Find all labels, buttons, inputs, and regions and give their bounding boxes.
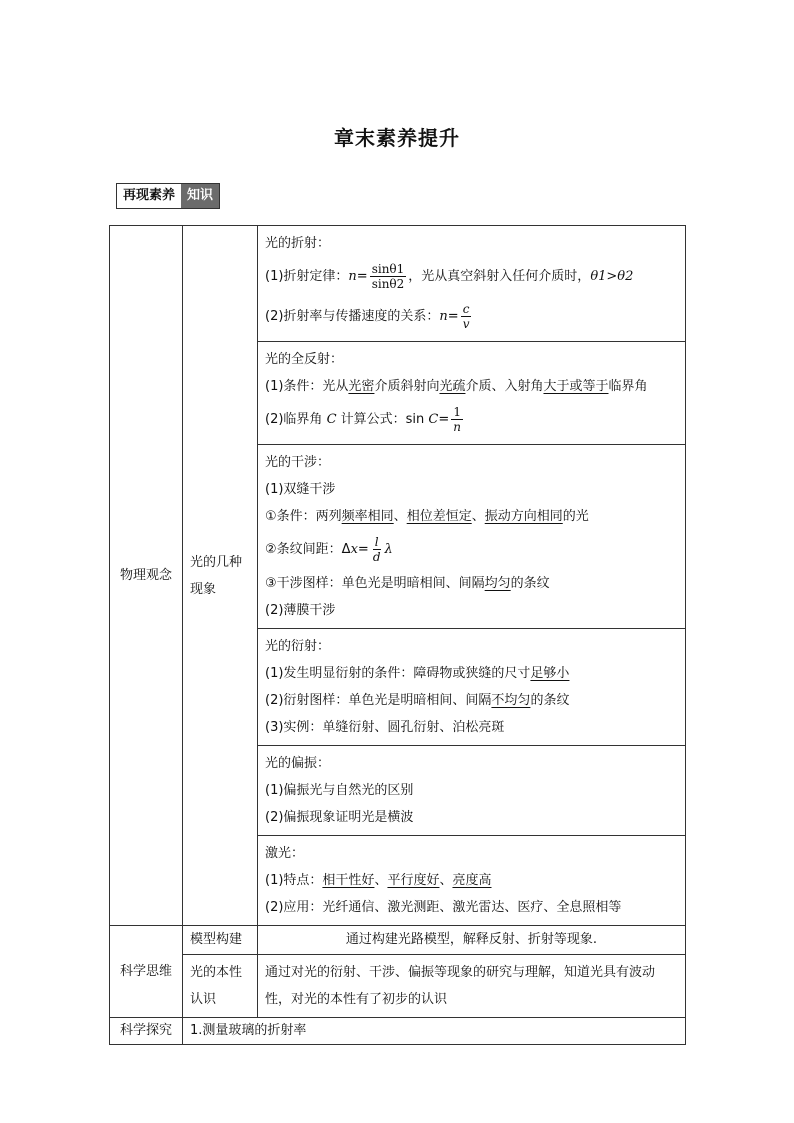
cell-interference [258,445,686,629]
diffraction-pattern: (2)衍射图样：单色光是明暗相间、间隔不均匀的条纹 [265,693,570,708]
refraction-heading: 光的折射： [265,236,331,251]
polarization-item-2: (2)偏振现象证明光是横波 [265,810,414,825]
model-construction-text: 通过构建光路模型，解释反射、折射等现象. [258,926,686,955]
interference-pattern: ③干涉图样：单色光是明暗相间、间隔均匀的条纹 [265,576,550,591]
subcategory-light-phenomena: 光的几种现象 [183,226,258,926]
refraction-speed-relation: (2)折射率与传播速度的关系：n= $\frac{c}{v}$ [265,302,470,331]
thin-film-label: (2)薄膜干涉 [265,603,336,618]
section-badge [116,183,220,209]
refraction-fraction: $\frac{\sin\theta 1}{\sin\theta 2}$ [371,262,405,291]
fringe-spacing-formula: ②条纹间距：Δx= $\frac{l}{d}$ λ [265,535,393,564]
badge-label-secondary: 知识 [181,184,219,208]
fringe-spacing-fraction: $\frac{l}{d}$ [372,535,381,564]
interference-heading: 光的干涉： [265,455,331,470]
polarization-item-1: (1)偏振光与自然光的区别 [265,783,414,798]
light-nature-text: 通过对光的衍射、干涉、偏振等现象的研究与理解，知道光具有波动性，对光的本性有了初步的认识 [258,955,686,1018]
speed-fraction: $\frac{c}{v}$ [462,302,470,331]
laser-features: (1)特点：相干性好、平行度好、亮度高 [265,873,492,888]
diffraction-heading: 光的衍射： [265,639,331,654]
diffraction-examples: (3)实例：单缝衍射、圆孔衍射、泊松亮斑 [265,720,505,735]
refraction-law: (1)折射定律：n= $\frac{\sin\theta 1}{\sin\theta 2}$ ，光从真空斜射入任何介质时，θ1>θ2 [265,262,634,291]
inquiry-text: 1.测量玻璃的折射率 [183,1018,686,1045]
category-physics-concept: 物理观念 [110,226,183,926]
total-reflection-condition: (1)条件：光从光密介质斜射向光疏介质、入射角大于或等于临界角 [265,379,648,394]
badge-label-primary: 再现素养 [117,184,181,208]
model-construction-label: 模型构建 [183,926,258,955]
cell-polarization [258,746,686,836]
critical-angle-fraction: $\frac{1}{n}$ [453,405,461,434]
category-scientific-thinking: 科学思维 [110,926,183,1018]
knowledge-table [109,225,686,1045]
category-scientific-inquiry: 科学探究 [110,1018,183,1045]
interference-condition: ①条件：两列频率相同、相位差恒定、振动方向相同的光 [265,509,589,524]
double-slit-label: (1)双缝干涉 [265,482,336,497]
light-nature-label: 光的本性认识 [183,955,258,1018]
cell-diffraction [258,629,686,746]
laser-applications: (2)应用：光纤通信、激光测距、激光雷达、医疗、全息照相等 [265,900,622,915]
diffraction-condition: (1)发生明显衍射的条件：障碍物或狭缝的尺寸足够小 [265,666,570,681]
page-title: 章末素养提升 [334,126,460,150]
total-reflection-heading: 光的全反射： [265,352,344,367]
laser-heading: 激光： [265,846,305,861]
cell-total-reflection [258,342,686,445]
critical-angle-formula: (2)临界角 C 计算公式：sin C= $\frac{1}{n}$ [265,405,461,434]
cell-laser [258,836,686,926]
polarization-heading: 光的偏振： [265,756,331,771]
cell-refraction [258,226,686,342]
